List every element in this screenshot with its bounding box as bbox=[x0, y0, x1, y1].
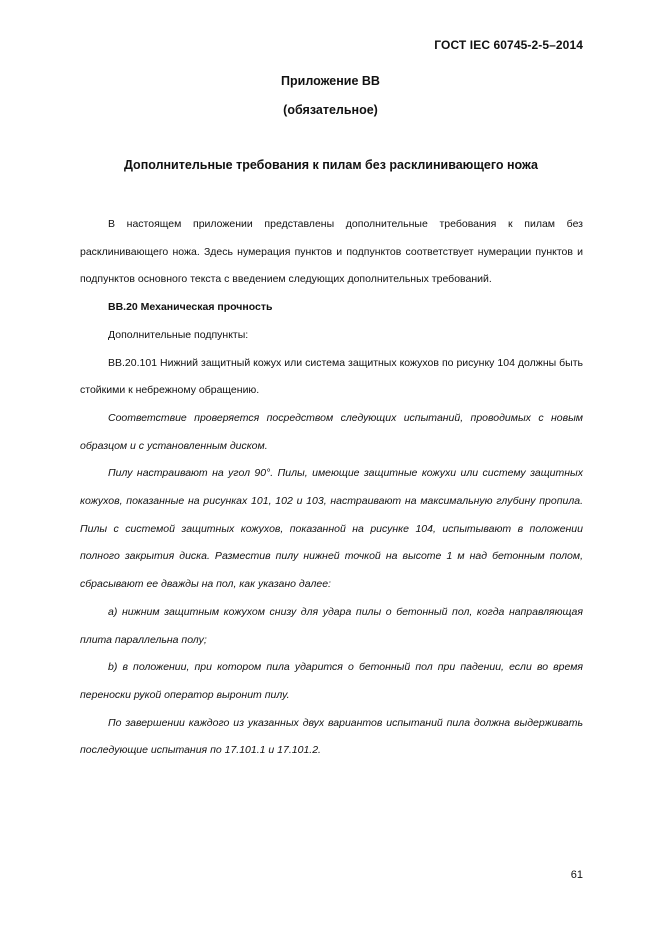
subclauses-label: Дополнительные подпункты: bbox=[108, 328, 249, 341]
annex-body bbox=[80, 211, 583, 765]
compliance-paragraph: Соответствие проверяется посредством следующих испытаний, проводимых с новым образцом и с установленным диском. bbox=[80, 411, 583, 452]
annex-title: Приложение ВВ bbox=[281, 74, 380, 88]
intro-paragraph: В настоящем приложении представлены дополнительные требования к пилам без расклинивающего ножа. Здесь нумерация пунктов и подпунктов соответствует нумерации пунктов и подпунктов основного текста с введением следующих дополнительных требований. bbox=[80, 218, 583, 286]
list-item-a: a) нижним защитным кожухом снизу для удара пилы о бетонный пол, когда направляющая плита параллельна полу; bbox=[80, 605, 583, 646]
clause-101-paragraph: ВВ.20.101 Нижний защитный кожух или система защитных кожухов по рисунку 104 должны быть стойкими к небрежному обращению. bbox=[80, 356, 583, 397]
conclusion-paragraph: По завершении каждого из указанных двух вариантов испытаний пила должна выдерживать последующие испытания по 17.101.1 и 17.101.2. bbox=[80, 716, 583, 757]
annex-status: (обязательное) bbox=[283, 103, 378, 117]
standard-code: ГОСТ IEC 60745-2-5–2014 bbox=[434, 38, 583, 52]
annex-subject-title: Дополнительные требования к пилам без расклинивающего ножа bbox=[124, 158, 538, 172]
section-heading: ВВ.20 Механическая прочность bbox=[108, 301, 273, 314]
page-number: 61 bbox=[570, 869, 583, 881]
procedure-paragraph: Пилу настраивают на угол 90°. Пилы, имеющие защитные кожухи или систему защитных кожухов, показанные на рисунках 101, 102 и 103, настраивают на максимальную глубину пропила. Пилы с системой защитных кожухов, показанной на рисунке 104, испытывают в положении полного закрытия диска. Разместив пилу нижней точкой на высоте 1 м над бетонным полом, сбрасывают ее дважды на пол, как указано далее: bbox=[80, 467, 583, 591]
list-item-b: b) в положении, при котором пила ударится о бетонный пол при падении, если во время переноски рукой оператор выронит пилу. bbox=[80, 661, 583, 701]
